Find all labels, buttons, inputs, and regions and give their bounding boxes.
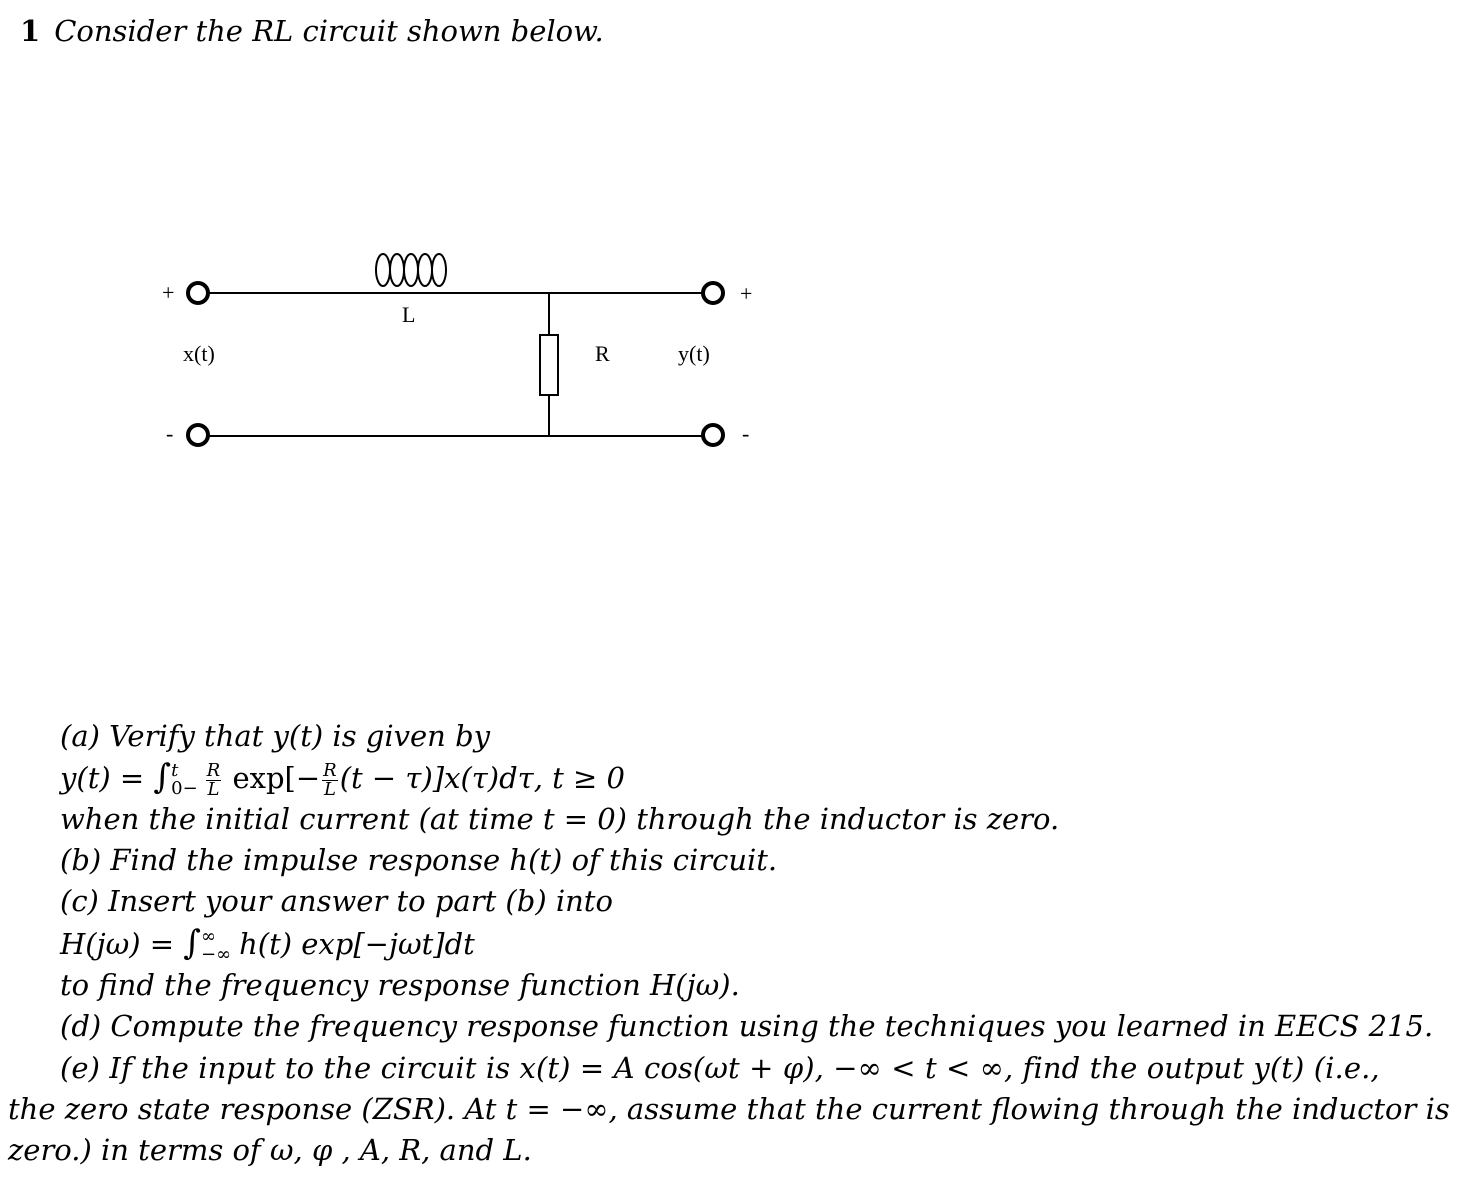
inductor-symbol bbox=[376, 254, 446, 286]
input-minus-sign: - bbox=[166, 421, 174, 446]
input-plus-sign: + bbox=[162, 280, 175, 305]
rl-circuit-diagram bbox=[150, 240, 770, 455]
part-c-statement: (c) Insert your answer to part (b) into bbox=[60, 884, 613, 918]
part-a-int-lower: 0− bbox=[171, 778, 198, 799]
part-a-fraction-2: $\frac{R}{L}$ bbox=[323, 759, 337, 800]
part-c-eq-lhs: H(jω) = bbox=[60, 927, 175, 961]
resistor-symbol bbox=[540, 335, 558, 395]
integral-symbol: ∫ bbox=[153, 757, 172, 797]
input-label: x(t) bbox=[183, 341, 215, 366]
part-c-eq-rest: h(t) exp[−jωt]dt bbox=[239, 927, 475, 961]
inductor-label: L bbox=[402, 302, 416, 327]
part-e-statement-line3: zero.) in terms of ω, φ , A, R, and L. bbox=[8, 1133, 532, 1167]
part-a-statement: (a) Verify that y(t) is given by bbox=[60, 719, 491, 753]
part-a-int-upper: t bbox=[171, 760, 179, 781]
part-a-fraction-1: $\frac{R}{L}$ bbox=[206, 759, 221, 800]
problem-number: 1 bbox=[20, 14, 41, 48]
output-label: y(t) bbox=[678, 341, 710, 366]
input-terminal-minus bbox=[188, 425, 208, 445]
part-b-statement: (b) Find the impulse response h(t) of this circuit. bbox=[60, 843, 778, 877]
part-c-int-lower: −∞ bbox=[201, 944, 232, 965]
part-a-equation bbox=[60, 757, 626, 800]
input-terminal-plus bbox=[188, 283, 208, 303]
output-minus-sign: - bbox=[742, 421, 750, 446]
part-d-statement: (d) Compute the frequency response function using the techniques you learned in EECS 215. bbox=[60, 1009, 1434, 1043]
part-c-goal: to find the frequency response function H(jω). bbox=[60, 968, 740, 1002]
resistor-label: R bbox=[595, 341, 610, 366]
part-a-condition: when the initial current (at time t = 0) through the inductor is zero. bbox=[60, 802, 1060, 836]
part-e-statement-line1: (e) If the input to the circuit is x(t) = A cos(ωt + φ), −∞ < t < ∞, find the output y(t) (i.e., bbox=[60, 1051, 1380, 1085]
output-plus-sign: + bbox=[740, 281, 753, 306]
part-e-statement-line2: the zero state response (ZSR). At t = −∞, assume that the current flowing through the inductor is bbox=[8, 1092, 1450, 1126]
part-a-eq-rest: (t − τ)]x(τ)dτ, t ≥ 0 bbox=[339, 761, 626, 795]
output-terminal-minus bbox=[703, 425, 723, 445]
integral-symbol: ∫ bbox=[183, 923, 202, 963]
problem-header bbox=[20, 14, 604, 48]
part-a-eq-lhs: y(t) = bbox=[60, 761, 145, 795]
part-c-int-upper: ∞ bbox=[201, 926, 217, 947]
part-c-equation bbox=[60, 923, 475, 965]
problem-intro: Consider the RL circuit shown below. bbox=[54, 14, 604, 48]
output-terminal-plus bbox=[703, 283, 723, 303]
part-a-exp: exp[− bbox=[232, 761, 321, 795]
